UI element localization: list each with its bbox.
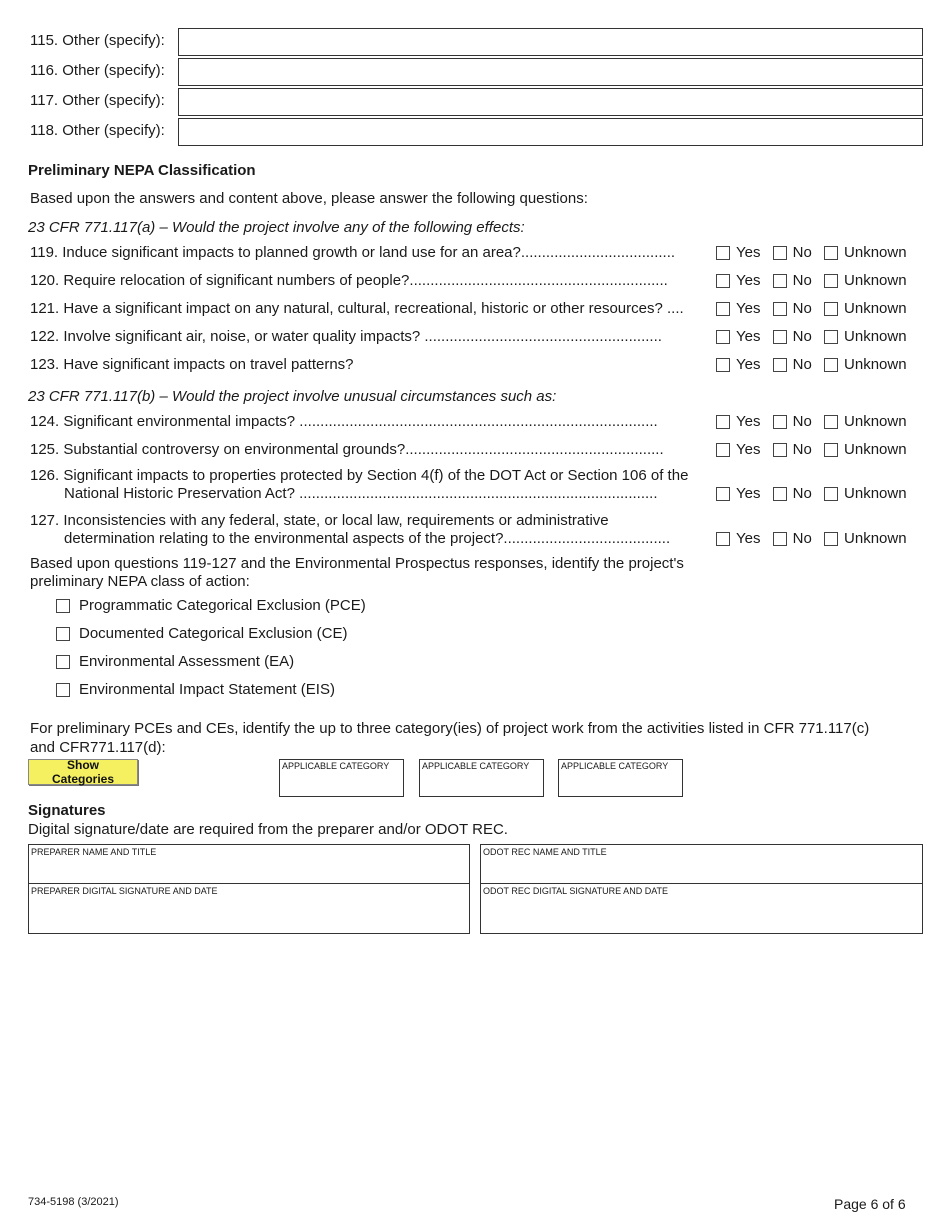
signatures-note: Digital signature/date are required from the preparer and/or ODOT REC. [28, 821, 508, 838]
no-label: No [792, 485, 812, 502]
preparer-signature-caption: PREPARER DIGITAL SIGNATURE AND DATE [31, 886, 218, 896]
question-text: 124. Significant environmental impacts? ...................................................................................... [30, 413, 658, 430]
category-caption: APPLICABLE CATEGORY [422, 761, 530, 771]
applicable-category-field-1[interactable] [279, 759, 404, 797]
no-checkbox[interactable] [773, 487, 787, 501]
yes-checkbox[interactable] [716, 443, 730, 457]
yes-checkbox[interactable] [716, 330, 730, 344]
yes-label: Yes [736, 485, 761, 502]
no-checkbox[interactable] [773, 246, 787, 260]
class-option-pce[interactable] [56, 597, 366, 614]
category-prompt-line2: and CFR771.117(d): [30, 739, 166, 756]
odot-name-caption: ODOT REC NAME AND TITLE [483, 847, 607, 857]
other-label: 118. Other (specify): [30, 122, 165, 139]
yes-checkbox[interactable] [716, 532, 730, 546]
yes-checkbox[interactable] [716, 302, 730, 316]
yes-checkbox[interactable] [716, 415, 730, 429]
no-checkbox[interactable] [773, 443, 787, 457]
unknown-checkbox[interactable] [824, 330, 838, 344]
other-label: 115. Other (specify): [30, 32, 165, 49]
no-checkbox[interactable] [773, 415, 787, 429]
other-label: 117. Other (specify): [30, 92, 165, 109]
unknown-checkbox[interactable] [824, 358, 838, 372]
applicable-category-field-3[interactable] [558, 759, 683, 797]
other-row-116 [30, 58, 923, 86]
yes-label: Yes [736, 413, 761, 430]
other-input-118[interactable] [178, 118, 923, 146]
category-prompt-line1: For preliminary PCEs and CEs, identify the up to three category(ies) of project work from the activities listed in CFR 771.117(c) [30, 720, 870, 737]
class-option-label: Environmental Impact Statement (EIS) [79, 681, 335, 698]
yes-checkbox[interactable] [716, 246, 730, 260]
class-option-ce[interactable] [56, 625, 347, 642]
nepa-heading: Preliminary NEPA Classification [28, 162, 256, 179]
category-caption: APPLICABLE CATEGORY [282, 761, 390, 771]
yes-label: Yes [736, 441, 761, 458]
ea-checkbox[interactable] [56, 655, 70, 669]
class-option-eis[interactable] [56, 681, 335, 698]
unknown-checkbox[interactable] [824, 274, 838, 288]
other-input-117[interactable] [178, 88, 923, 116]
yes-checkbox[interactable] [716, 274, 730, 288]
question-121 [30, 299, 920, 321]
no-label: No [792, 441, 812, 458]
unknown-label: Unknown [844, 530, 907, 547]
class-option-label: Environmental Assessment (EA) [79, 653, 295, 670]
nepa-intro: Based upon the answers and content above, please answer the following questions: [30, 190, 588, 207]
class-option-label: Programmatic Categorical Exclusion (PCE) [79, 597, 366, 614]
form-number: 734-5198 (3/2021) [28, 1196, 119, 1208]
yes-checkbox[interactable] [716, 358, 730, 372]
other-row-117 [30, 88, 923, 116]
class-prompt-line2: preliminary NEPA class of action: [30, 573, 250, 590]
no-label: No [792, 244, 812, 261]
preparer-name-caption: PREPARER NAME AND TITLE [31, 847, 157, 857]
question-text: 122. Involve significant air, noise, or water quality impacts? ......................................................... [30, 328, 662, 345]
part-b-heading: 23 CFR 771.117(b) – Would the project involve unusual circumstances such as: [28, 388, 557, 405]
no-checkbox[interactable] [773, 532, 787, 546]
unknown-checkbox[interactable] [824, 443, 838, 457]
other-row-118 [30, 118, 923, 146]
unknown-checkbox[interactable] [824, 246, 838, 260]
preparer-name-field[interactable] [28, 844, 470, 884]
preparer-signature-field[interactable] [28, 883, 470, 934]
yes-label: Yes [736, 328, 761, 345]
question-124 [30, 412, 920, 434]
no-label: No [792, 530, 812, 547]
question-text: 126. Significant impacts to properties protected by Section 4(f) of the DOT Act or Section 106 of the [30, 467, 689, 484]
unknown-label: Unknown [844, 356, 907, 373]
question-127 [30, 511, 920, 551]
yes-checkbox[interactable] [716, 487, 730, 501]
other-label: 116. Other (specify): [30, 62, 165, 79]
no-label: No [792, 356, 812, 373]
no-label: No [792, 413, 812, 430]
eis-checkbox[interactable] [56, 683, 70, 697]
no-checkbox[interactable] [773, 358, 787, 372]
question-125 [30, 440, 920, 462]
odot-signature-field[interactable] [480, 883, 923, 934]
unknown-label: Unknown [844, 485, 907, 502]
no-label: No [792, 328, 812, 345]
other-input-116[interactable] [178, 58, 923, 86]
page-number: Page 6 of 6 [834, 1196, 906, 1212]
no-checkbox[interactable] [773, 302, 787, 316]
class-prompt-line1: Based upon questions 119-127 and the Environmental Prospectus responses, identify the project's [30, 555, 684, 572]
ce-checkbox[interactable] [56, 627, 70, 641]
yes-label: Yes [736, 300, 761, 317]
question-120 [30, 271, 920, 293]
unknown-label: Unknown [844, 413, 907, 430]
signatures-heading: Signatures [28, 802, 106, 819]
odot-name-field[interactable] [480, 844, 923, 884]
yes-label: Yes [736, 272, 761, 289]
applicable-category-field-2[interactable] [419, 759, 544, 797]
unknown-checkbox[interactable] [824, 415, 838, 429]
other-row-115 [30, 28, 923, 56]
other-input-115[interactable] [178, 28, 923, 56]
yes-label: Yes [736, 530, 761, 547]
unknown-checkbox[interactable] [824, 487, 838, 501]
unknown-label: Unknown [844, 300, 907, 317]
question-text-cont: National Historic Preservation Act? ...................................................................................... [64, 485, 658, 502]
question-text: 127. Inconsistencies with any federal, state, or local law, requirements or administrative [30, 512, 609, 529]
no-label: No [792, 272, 812, 289]
show-categories-button[interactable]: Show Categories [28, 759, 138, 785]
question-126 [30, 466, 920, 506]
yes-label: Yes [736, 356, 761, 373]
unknown-checkbox[interactable] [824, 302, 838, 316]
question-119 [30, 243, 920, 265]
class-option-label: Documented Categorical Exclusion (CE) [79, 625, 348, 642]
question-122 [30, 327, 920, 349]
odot-signature-caption: ODOT REC DIGITAL SIGNATURE AND DATE [483, 886, 669, 896]
question-text: 121. Have a significant impact on any natural, cultural, recreational, historic or other resources? .... [30, 300, 684, 317]
no-label: No [792, 300, 812, 317]
no-checkbox[interactable] [773, 274, 787, 288]
question-text-cont: determination relating to the environmental aspects of the project?........................................ [64, 530, 671, 547]
class-option-ea[interactable] [56, 653, 294, 670]
question-text: 123. Have significant impacts on travel patterns? [30, 356, 354, 373]
unknown-label: Unknown [844, 272, 907, 289]
question-123 [30, 355, 920, 377]
unknown-label: Unknown [844, 244, 907, 261]
question-text: 119. Induce significant impacts to planned growth or land use for an area?..................................... [30, 244, 676, 261]
unknown-checkbox[interactable] [824, 532, 838, 546]
question-text: 120. Require relocation of significant numbers of people?.............................................................. [30, 272, 668, 289]
pce-checkbox[interactable] [56, 599, 70, 613]
unknown-label: Unknown [844, 328, 907, 345]
unknown-label: Unknown [844, 441, 907, 458]
category-caption: APPLICABLE CATEGORY [561, 761, 669, 771]
question-text: 125. Substantial controversy on environmental grounds?.............................................................. [30, 441, 664, 458]
yes-label: Yes [736, 244, 761, 261]
part-a-heading: 23 CFR 771.117(a) – Would the project involve any of the following effects: [28, 219, 525, 236]
no-checkbox[interactable] [773, 330, 787, 344]
